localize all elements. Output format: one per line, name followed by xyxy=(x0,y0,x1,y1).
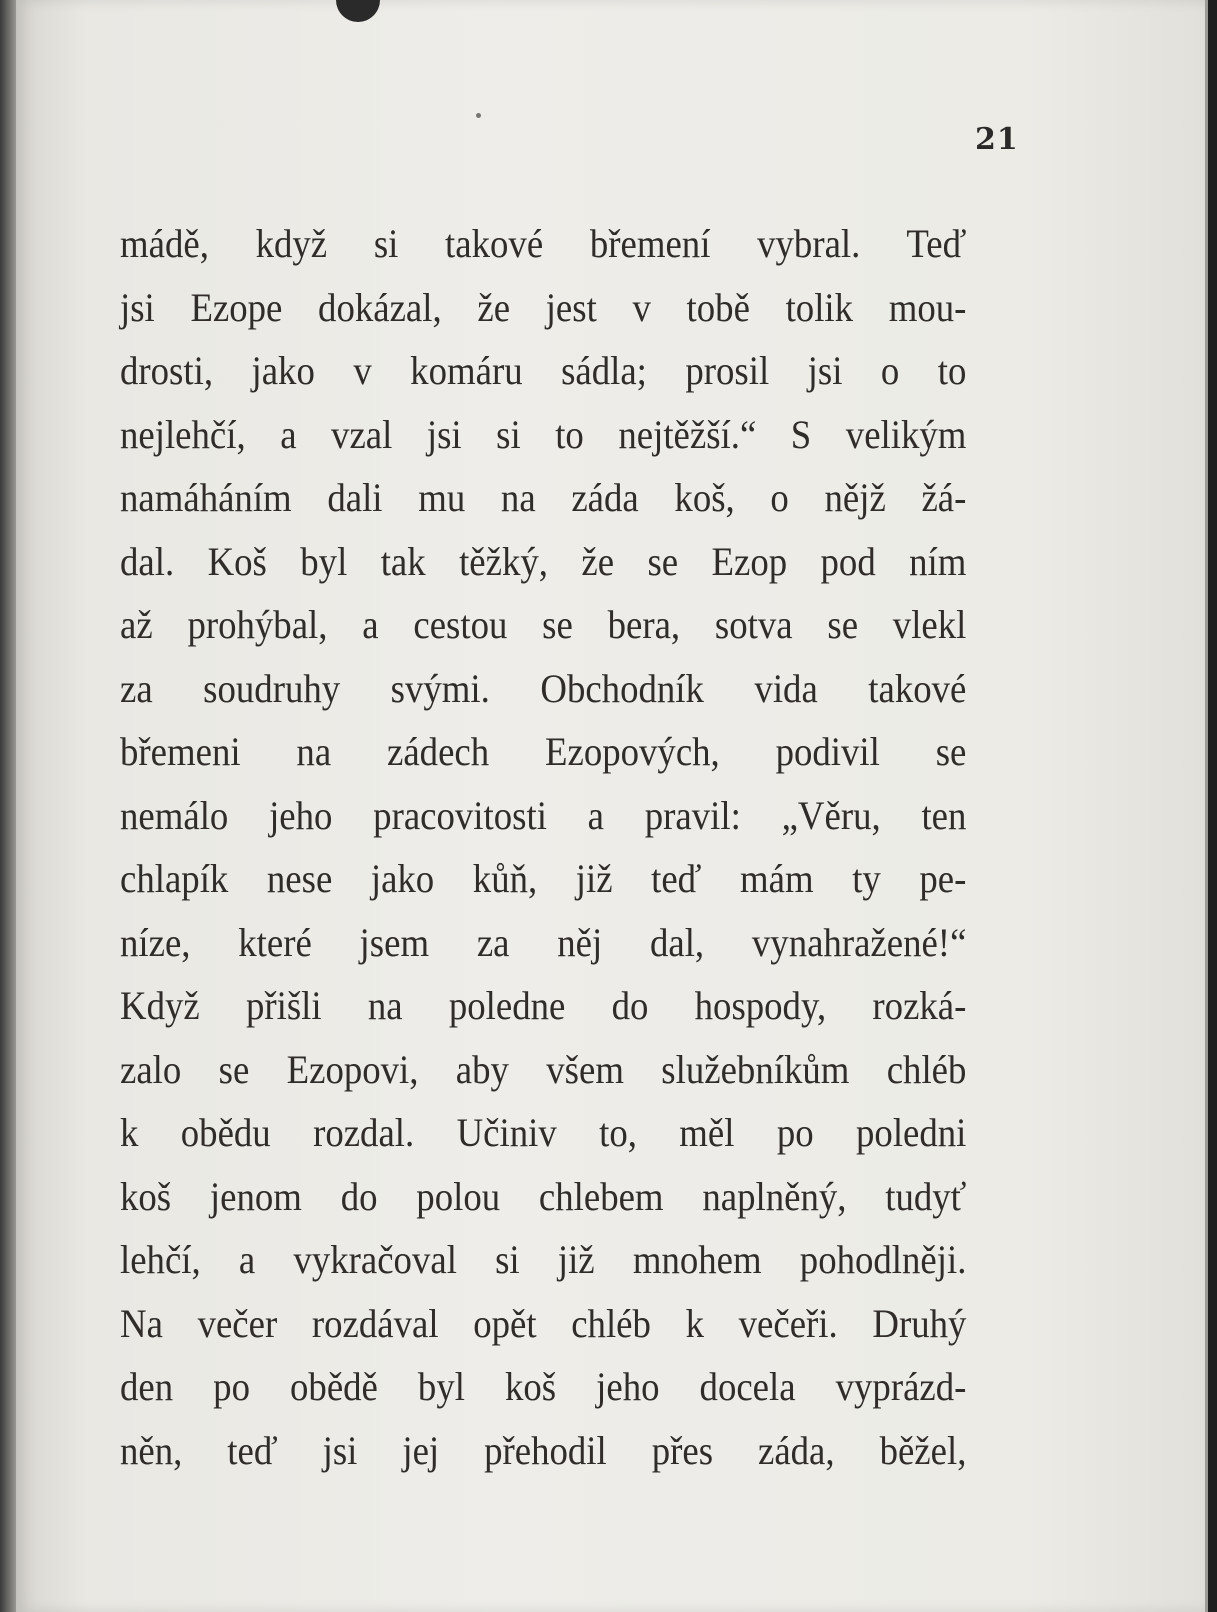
text-line: břemeni na zádech Ezopových, podivil se xyxy=(120,729,967,774)
text-line: koš jenom do polou chlebem naplněný, tudyť xyxy=(120,1173,967,1219)
binding-mark xyxy=(336,0,380,22)
text-line: Na večer rozdával opět chléb k večeři. Druhý xyxy=(120,1300,967,1346)
text-line: až prohýbal, a cestou se bera, sotva se vlekl xyxy=(120,602,967,647)
text-line: jsi Ezope dokázal, že jest v tobě tolik mou- xyxy=(120,284,967,330)
text-line: k obědu rozdal. Učiniv to, měl po poledni xyxy=(120,1110,967,1155)
text-line: za soudruhy svými. Obchodník vida takové xyxy=(120,665,967,711)
text-line: níze, které jsem za něj dal, vynahražené!“ xyxy=(120,919,967,965)
text-line: nemálo jeho pracovitosti a pravil: „Věru, ten xyxy=(120,792,967,838)
text-line: zalo se Ezopovi, aby všem služebníkům chléb xyxy=(120,1046,967,1092)
text-line: den po obědě byl koš jeho docela vyprázd- xyxy=(120,1364,967,1409)
text-line: drosti, jako v komáru sádla; prosil jsi o to xyxy=(120,348,967,393)
paper-speck xyxy=(476,113,481,118)
text-line: nejlehčí, a vzal jsi si to nejtěžší.“ S velikým xyxy=(120,411,967,457)
text-line: něn, teď jsi jej přehodil přes záda, běžel, xyxy=(120,1427,967,1473)
text-line: chlapík nese jako kůň, již teď mám ty pe- xyxy=(120,856,967,901)
text-line: namáháním dali mu na záda koš, o nějž žá- xyxy=(120,475,967,520)
text-line: Když přišli na poledne do hospody, rozká- xyxy=(120,983,967,1028)
text-line: dal. Koš byl tak těžký, že se Ezop pod ním xyxy=(120,538,967,584)
text-line: lehčí, a vykračoval si již mnohem pohodlněji. xyxy=(120,1237,967,1282)
body-text xyxy=(120,212,966,1482)
text-line: mádě, když si takové břemení vybral. Teď xyxy=(120,221,967,266)
page-number: 21 xyxy=(975,122,1019,157)
